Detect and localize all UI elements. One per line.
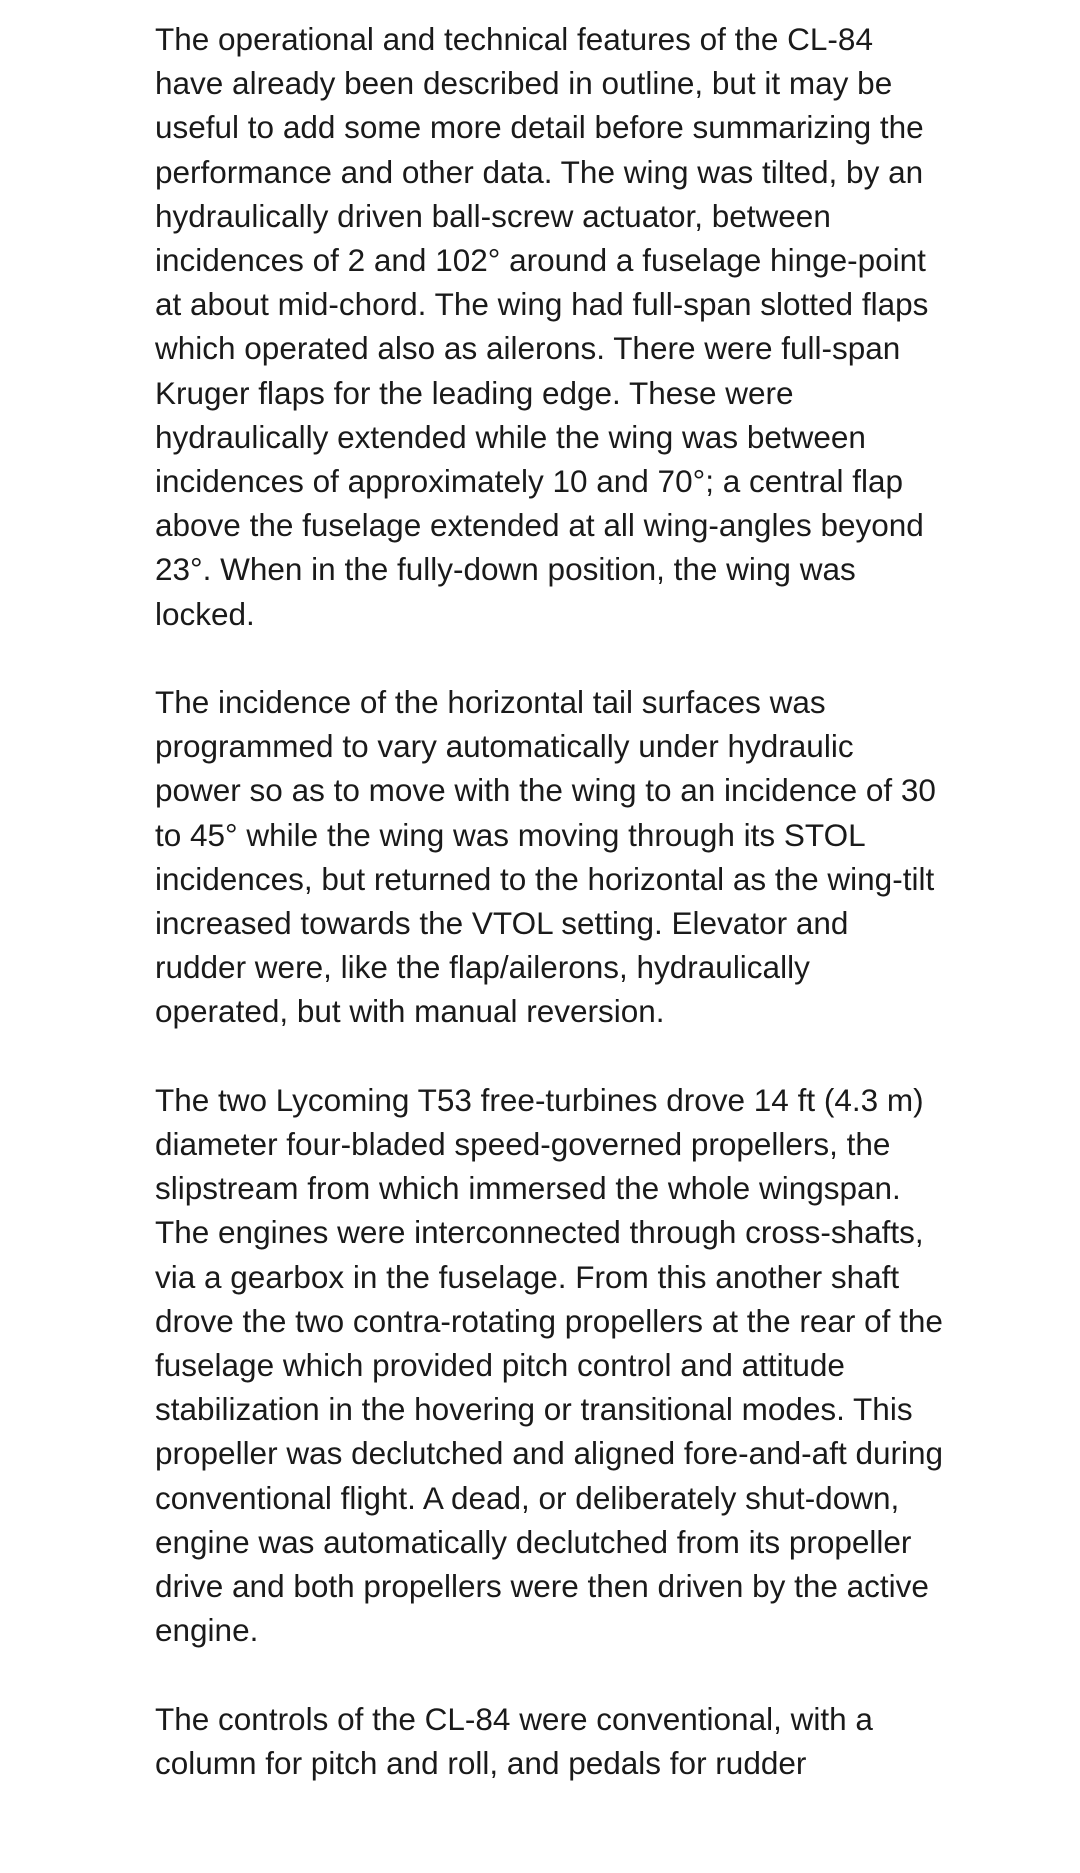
article-body xyxy=(155,17,945,1785)
paragraph-wing-features: The operational and technical features of the CL-84 have already been described in outline, but it may be useful to add some more detail before summarizing the performance and other data. The wing was tilted, by an hydraulically driven ball-screw actuator, between incidences of 2 and 102° around a fuselage hinge-point at about mid-chord. The wing had full-span slotted flaps which operated also as ailerons. There were full-span Kruger flaps for the leading edge. These were hydraulically extended while the wing was between incidences of approximately 10 and 70°; a central flap above the fuselage extended at all wing-angles beyond 23°. When in the fully-down position, the wing was locked. xyxy=(155,21,929,632)
paragraph-engines-propellers: The two Lycoming T53 free-turbines drove 14 ft (4.3 m) diameter four-bladed speed-governed propellers, the slipstream from which immersed the whole wingspan. The engines were interconnected through cross-shafts, via a gearbox in the fuselage. From this another shaft drove the two contra-rotating propellers at the rear of the fuselage which provided pitch control and attitude stabilization in the hovering or transitional modes. This propeller was declutched and aligned fore-and-aft during conventional flight. A dead, or deliberately shut-down, engine was automatically declutched from its propeller drive and both propellers were then driven by the active engine. xyxy=(155,1081,944,1649)
paragraph-tail-surfaces: The incidence of the horizontal tail surfaces was programmed to vary automatically under hydraulic power so as to move with the wing to an incidence of 30 to 45° while the wing was moving through its STOL incidences, but returned to the horizontal as the wing-tilt increased towards the VTOL setting. Elevator and rudder were, like the flap/ailerons, hydraulically operated, but with manual reversion. xyxy=(155,684,936,1030)
paragraph-controls: The controls of the CL-84 were conventional, with a column for pitch and roll, and pedals for rudder xyxy=(155,1700,873,1781)
